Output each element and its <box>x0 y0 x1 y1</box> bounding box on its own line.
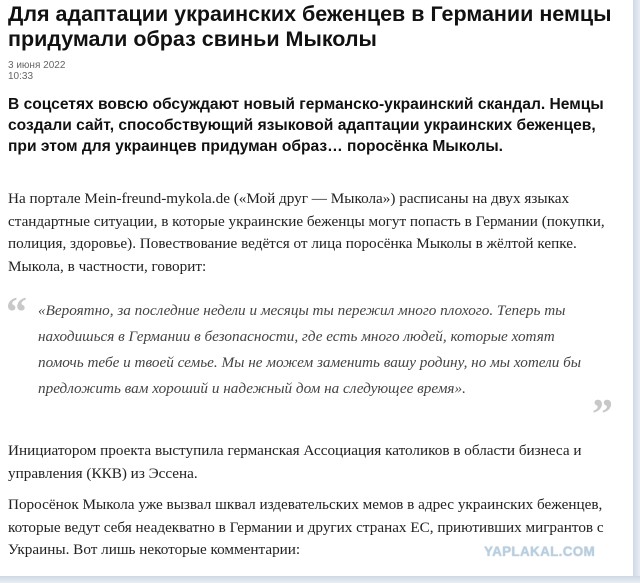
site-watermark: YAPLAKAL.COM <box>484 544 596 559</box>
article-quote: «Вероятно, за последние недели и месяцы ты пережил много плохого. Теперь ты находишься в Германии в безопасности, где есть много людей, которые хотят помочь тебе и твоей семье. Мы не можем заменить вашу родину, но мы хотели бы предложить вам хороший и надежный дом на следующее время». <box>38 302 582 397</box>
quote-close-icon: ” <box>592 392 613 438</box>
quote-open-icon: “ <box>6 290 27 336</box>
window-frame-bottom <box>0 576 640 583</box>
article-paragraph-2: Инициатором проекта выступила германская Ассоциация католиков в области бизнеса и управления (ККВ) из Эссена. <box>8 442 582 482</box>
article-paragraph-1: На портале Mein-freund-mykola.de («Мой друг — Мыкола») расписаны на двух языках стандартные ситуации, в которые украинские беженцы могут попасть в Германии (покупки, полиция, здоровье). Повествование ведётся от лица поросёнка Мыколы в жёлтой кепке. Мыкола, в частности, говорит: <box>8 190 605 275</box>
article-timestamp <box>8 60 65 82</box>
article-paragraph-3: Поросёнок Мыкола уже вызвал шквал издевательских мемов в адрес украинских беженцев, которые ведут себя неадекватно в Германии и других странах ЕС, приютивших мигрантов с Украины. Вот лишь некоторые комментарии: <box>8 496 604 558</box>
article-headline: Для адаптации украинских беженцев в Германии немцы придумали образ свиньи Мыколы <box>8 2 612 51</box>
window-frame-right <box>633 0 640 583</box>
article-date: 3 июня 2022 <box>8 60 66 71</box>
article-time: 10:33 <box>8 71 34 82</box>
article-lead: В соцсетях вовсю обсуждают новый германско-украинский скандал. Немцы создали сайт, способствующий языковой адаптации украинских беженцев, при этом для украинцев придуман образ… поросёнка Мыколы. <box>8 96 604 155</box>
